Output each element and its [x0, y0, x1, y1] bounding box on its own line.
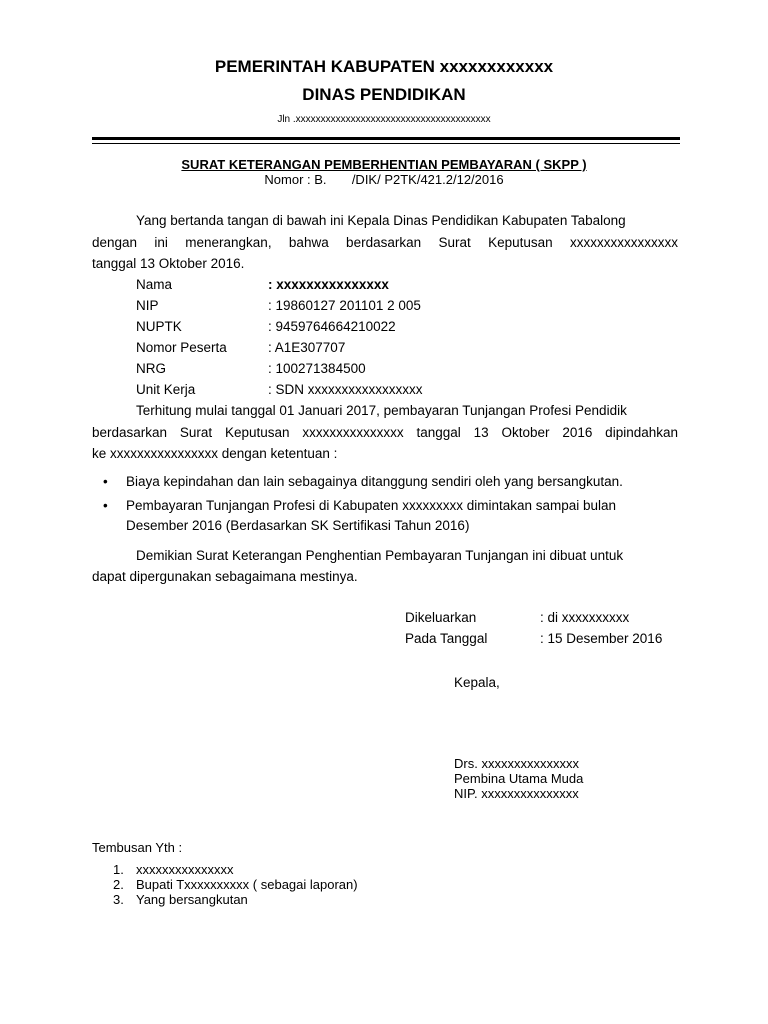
issued-place-value: : di xxxxxxxxxx [540, 610, 630, 625]
department-name: DINAS PENDIDIKAN [302, 85, 466, 104]
letter-number: Nomor : B. /DIK/ P2TK/421.2/12/2016 [264, 172, 504, 187]
body-line-3: ke xxxxxxxxxxxxxxxx dengan ketentuan : [92, 446, 338, 461]
bullet-1: Biaya kepindahan dan lain sebagainya ditanggung sendiri oleh yang bersangkutan. [126, 474, 623, 489]
field-value-unit-kerja: : SDN xxxxxxxxxxxxxxxxx [268, 382, 423, 397]
agency-name: PEMERINTAH KABUPATEN xxxxxxxxxxxx [214, 57, 554, 76]
issued-place-label: Dikeluarkan [405, 610, 477, 625]
field-label-nrg: NRG [136, 361, 166, 376]
field-value-nip: : 19860127 201101 2 005 [268, 298, 421, 313]
intro-line-1: Yang bertanda tangan di bawah ini Kepala Dinas Pendidikan Kabupaten Tabalong [136, 213, 626, 228]
cc-item: Bupati Txxxxxxxxxx ( sebagai laporan) [136, 877, 358, 892]
cc-item-number: 1. [113, 862, 124, 877]
cc-item-number: 3. [113, 892, 124, 907]
intro-line-2: dengan ini menerangkan, bahwa berdasarkan Surat Keputusan xxxxxxxxxxxxxxxx [92, 235, 678, 250]
intro-line-3: tanggal 13 Oktober 2016. [92, 256, 245, 271]
letter-title: SURAT KETERANGAN PEMBERHENTIAN PEMBAYARAN ( SKPP ) [181, 157, 587, 172]
signer-rank: Pembina Utama Muda [454, 771, 584, 786]
cc-heading: Tembusan Yth : [92, 840, 183, 855]
field-label-nuptk: NUPTK [136, 319, 182, 334]
body-line-2: berdasarkan Surat Keputusan xxxxxxxxxxxxxxx tanggal 13 Oktober 2016 dipindahkan [92, 425, 678, 440]
field-value-nuptk: : 9459764664210022 [268, 319, 396, 334]
issued-date-label: Pada Tanggal [405, 631, 488, 646]
bullet-2: Pembayaran Tunjangan Profesi di Kabupaten xxxxxxxxx dimintakan sampai bulan [126, 498, 617, 513]
field-value-nrg: : 100271384500 [268, 361, 366, 376]
field-label-nomor-peserta: Nomor Peserta [136, 340, 227, 355]
signer-name: Drs. xxxxxxxxxxxxxxx [454, 756, 579, 771]
closing-line-2: dapat dipergunakan sebagaimana mestinya. [92, 569, 358, 584]
header-rule-thin [92, 143, 680, 144]
field-value-nama: : xxxxxxxxxxxxxxx [268, 277, 389, 292]
signer-nip: NIP. xxxxxxxxxxxxxxx [454, 786, 579, 801]
header-rule-thick [92, 137, 680, 140]
body-line-1: Terhitung mulai tanggal 01 Januari 2017, pembayaran Tunjangan Profesi Pendidik [136, 403, 627, 418]
field-label-nama: Nama [136, 277, 173, 292]
address: Jln .xxxxxxxxxxxxxxxxxxxxxxxxxxxxxxxxxxxxxxx [277, 114, 491, 125]
cc-item: xxxxxxxxxxxxxxx [136, 862, 234, 877]
bullet-2-continued: Desember 2016 (Berdasarkan SK Sertifikasi Tahun 2016) [126, 518, 470, 533]
cc-item-number: 2. [113, 877, 124, 892]
closing-line-1: Demikian Surat Keterangan Penghentian Pembayaran Tunjangan ini dibuat untuk [136, 548, 624, 563]
field-label-unit-kerja: Unit Kerja [136, 382, 196, 397]
issued-date-value: : 15 Desember 2016 [540, 631, 663, 646]
field-value-nomor-peserta: : A1E307707 [268, 340, 346, 355]
field-label-nip: NIP [136, 298, 159, 313]
bullet-dot-1: • [103, 474, 108, 489]
bullet-dot-2: • [103, 498, 108, 513]
signer-role: Kepala, [454, 675, 500, 690]
cc-item: Yang bersangkutan [136, 892, 248, 907]
